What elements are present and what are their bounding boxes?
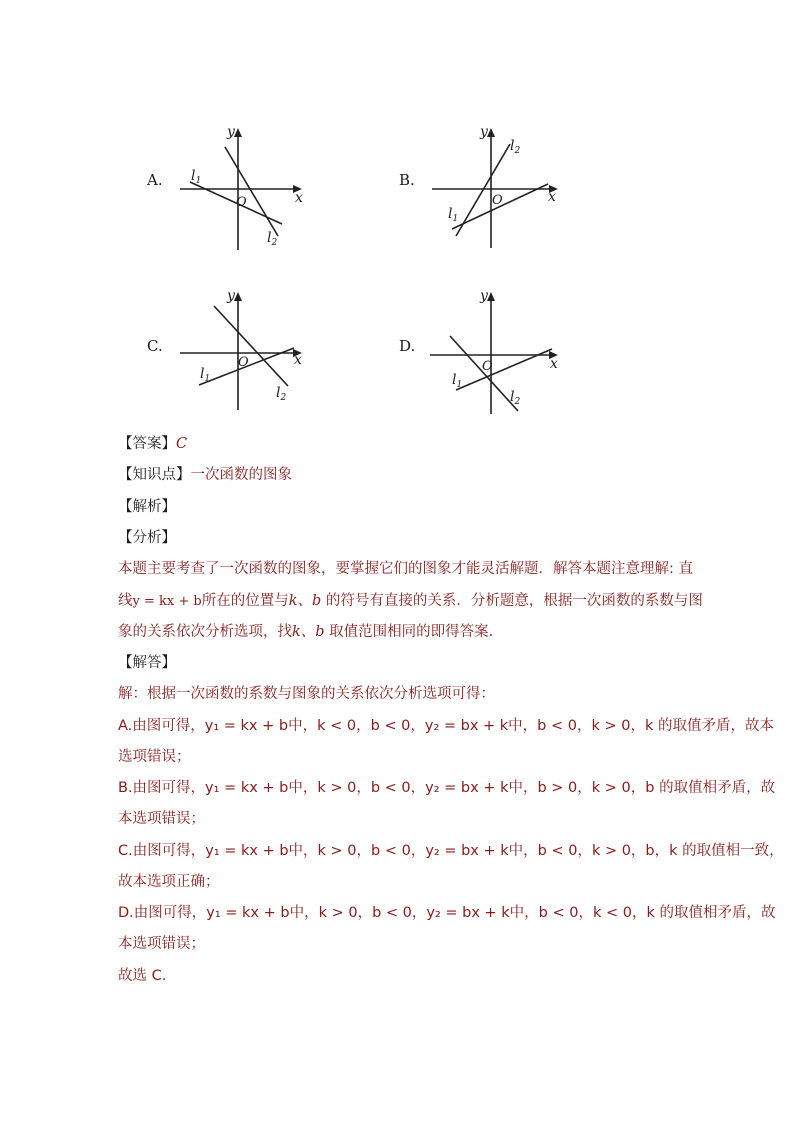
line-l2 bbox=[225, 147, 278, 236]
l2-label: $l_2$ bbox=[510, 389, 521, 407]
y-label: y bbox=[480, 124, 488, 140]
origin-label: O bbox=[236, 195, 247, 210]
analysis-text: 所在的位置与 bbox=[201, 593, 289, 609]
jieda-heading: 【解答】 bbox=[118, 655, 176, 671]
y-label: y bbox=[227, 124, 235, 140]
graph-c bbox=[178, 286, 308, 414]
answer-line bbox=[118, 434, 187, 454]
solution-c-line-1: C.由图可得，y₁ = kx + b中，k > 0，b < 0，y₂ = bx + k中，b < 0，k > 0，b，k 的取值相一致， bbox=[118, 843, 784, 859]
solution-d-line-1: D.由图可得，y₁ = kx + b中，k > 0，b < 0，y₂ = bx + k中，b < 0，k < 0，k 的取值相矛盾，故 bbox=[118, 905, 776, 921]
solution-c-line-2: 故本选项正确； bbox=[118, 874, 220, 890]
solution-intro: 解：根据一次函数的系数与图象的关系依次分析选项可得： bbox=[118, 686, 495, 702]
analysis-text: 取值范围相同的即得答案． bbox=[324, 624, 504, 640]
knowledge-tag: 【知识点】 bbox=[118, 467, 191, 483]
l1-label: $l_1$ bbox=[448, 206, 459, 224]
x-label: x bbox=[550, 356, 558, 372]
y-label: y bbox=[480, 288, 488, 304]
option-d-label: D. bbox=[399, 337, 416, 355]
y-axis-arrow bbox=[234, 128, 242, 137]
analysis-line-3 bbox=[118, 622, 503, 642]
knowledge-line bbox=[118, 465, 292, 485]
analysis-text: 线 bbox=[118, 593, 133, 609]
analysis-text: 的符号有直接的关系．分析题意，根据一次函数的系数与图 bbox=[321, 593, 703, 609]
solution-a-line-2: 选项错误； bbox=[118, 749, 191, 765]
analysis-text: 象的关系依次分析选项，找 bbox=[118, 624, 292, 640]
solution-a-line-1: A.由图可得，y₁ = kx + b中，k < 0，b < 0，y₂ = bx + k中，b < 0，k > 0，k 的取值矛盾，故本 bbox=[118, 718, 774, 734]
fenxi-heading: 【分析】 bbox=[118, 530, 176, 546]
option-c-label: C. bbox=[147, 337, 163, 355]
knowledge-value: 一次函数的图象 bbox=[190, 467, 292, 483]
l2-label: $l_2$ bbox=[510, 138, 521, 156]
l2-label: $l_2$ bbox=[276, 385, 287, 403]
y-label: y bbox=[227, 288, 235, 304]
graph-d bbox=[428, 286, 563, 418]
l2-label: $l_2$ bbox=[267, 230, 278, 248]
l1-label: $l_1$ bbox=[452, 372, 463, 390]
solution-final: 故选 C. bbox=[118, 968, 167, 984]
graph-b bbox=[430, 122, 565, 254]
origin-label: O bbox=[492, 193, 503, 208]
analysis-line-1: 本题主要考查了一次函数的图象，要掌握它们的图象才能灵活解题．解答本题注意理解: 直 bbox=[118, 561, 693, 577]
y-axis-arrow bbox=[487, 128, 495, 137]
l1-label: $l_1$ bbox=[200, 366, 211, 384]
answer-value: C bbox=[176, 436, 188, 452]
x-label: x bbox=[295, 190, 303, 206]
graph-a bbox=[178, 122, 308, 254]
analysis-line-2 bbox=[118, 591, 703, 612]
analysis-kb: k、b bbox=[292, 624, 325, 640]
x-label: x bbox=[294, 352, 302, 368]
y-axis-arrow bbox=[234, 292, 242, 301]
answer-tag: 【答案】 bbox=[118, 436, 176, 452]
analysis-formula: y = kx + b bbox=[132, 594, 202, 609]
jiexi-heading: 【解析】 bbox=[118, 499, 176, 515]
option-a-label: A. bbox=[147, 171, 163, 189]
line-l2 bbox=[456, 144, 510, 236]
origin-label: O bbox=[238, 355, 249, 370]
y-axis-arrow bbox=[487, 292, 495, 301]
x-label: x bbox=[548, 189, 556, 205]
origin-label: O bbox=[482, 359, 493, 374]
solution-d-line-2: 本选项错误； bbox=[118, 936, 205, 952]
solution-b-line-1: B.由图可得，y₁ = kx + b中，k > 0，b < 0，y₂ = bx + k中，b > 0，k > 0，b 的取值相矛盾，故 bbox=[118, 780, 776, 796]
l1-label: $l_1$ bbox=[191, 168, 202, 186]
option-b-label: B. bbox=[399, 171, 415, 189]
solution-b-line-2: 本选项错误； bbox=[118, 811, 205, 827]
analysis-kb: k、b bbox=[288, 593, 322, 609]
